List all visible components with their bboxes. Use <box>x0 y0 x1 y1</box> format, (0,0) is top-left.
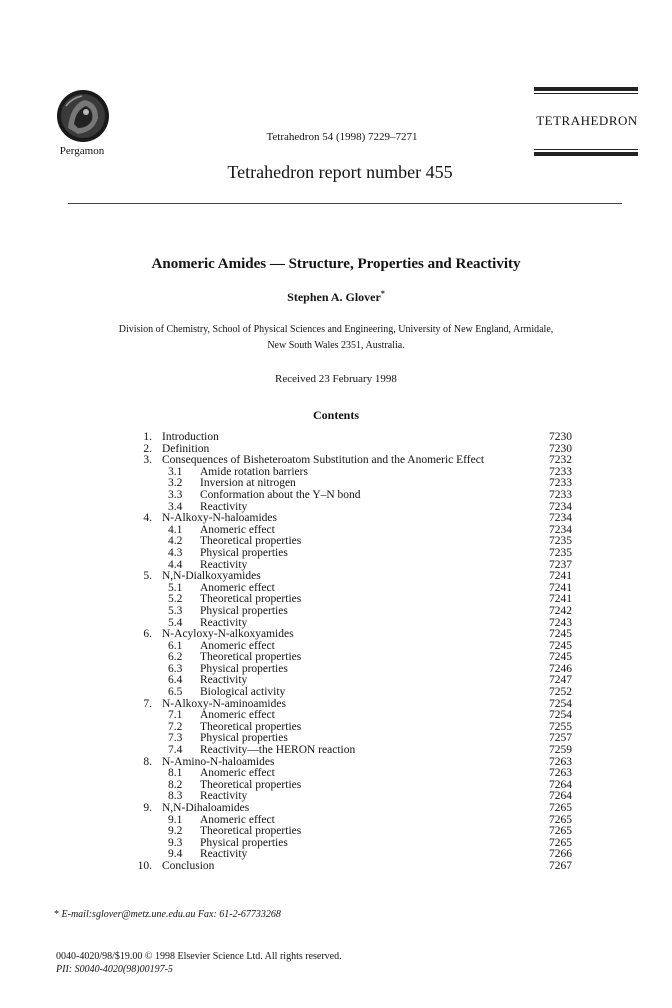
toc-entry-page: 7254 <box>549 709 572 722</box>
toc-entry-page: 7237 <box>549 558 572 571</box>
toc-entry-page: 7235 <box>549 546 572 559</box>
toc-entry <box>120 571 572 583</box>
toc-entry-number: 7.1 <box>168 709 183 722</box>
toc-entry-page: 7265 <box>549 836 572 849</box>
author-name: Stephen A. Glover <box>287 290 381 304</box>
toc-entry-number: 3. <box>143 454 152 467</box>
toc-entry-page: 7265 <box>549 825 572 838</box>
toc-entry <box>120 606 572 618</box>
toc-entry-title: Reactivity <box>200 848 248 861</box>
publisher-logo-icon <box>48 88 118 144</box>
toc-entry <box>120 548 572 560</box>
toc-entry <box>120 780 572 792</box>
toc-entry-title: Theoretical properties <box>200 651 302 664</box>
toc-entry-title: Amide rotation barriers <box>200 465 308 478</box>
table-of-contents <box>120 432 572 873</box>
toc-entry-number: 5.1 <box>168 581 183 594</box>
toc-entry <box>120 652 572 664</box>
toc-entry-title: Anomeric effect <box>200 639 275 652</box>
report-title: Tetrahedron report number 455 <box>227 162 453 182</box>
toc-entry-number: 7.3 <box>168 732 183 745</box>
toc-entry <box>120 525 572 537</box>
toc-entry-page: 7241 <box>549 581 572 594</box>
journal-reference: Tetrahedron 54 (1998) 7229–7271 <box>266 131 418 143</box>
toc-entry-number: 4. <box>143 512 152 525</box>
toc-entry-number: 3.1 <box>168 465 183 478</box>
toc-entry <box>120 745 572 757</box>
toc-entry-number: 4.1 <box>168 523 183 536</box>
contents-heading: Contents <box>312 408 359 422</box>
toc-entry-number: 9.1 <box>168 813 183 826</box>
toc-entry-page: 7230 <box>549 431 572 443</box>
toc-entry-title: Physical properties <box>200 836 288 849</box>
toc-entry-title: Reactivity <box>200 558 248 571</box>
toc-entry-title: Physical properties <box>200 732 288 745</box>
toc-entry <box>120 803 572 815</box>
toc-entry-title: N-Alkoxy-N-haloamides <box>162 512 277 525</box>
publisher-name: Pergamon <box>59 145 105 157</box>
toc-entry-page: 7265 <box>549 813 572 826</box>
toc-entry-number: 7. <box>143 697 152 710</box>
toc-entry-title: N-Acyloxy-N-alkoxyamides <box>162 628 294 641</box>
toc-entry-title: Reactivity <box>200 500 248 513</box>
received-date: Received 23 February 1998 <box>275 373 397 385</box>
footnote-text: E-mail:sglover@metz.une.edu.au Fax: 61-2-67733268 <box>61 909 281 920</box>
toc-entry <box>120 583 572 595</box>
toc-entry-number: 8.1 <box>168 767 183 780</box>
toc-entry-page: 7257 <box>549 732 572 745</box>
toc-entry-page: 7255 <box>549 720 572 733</box>
toc-entry-number: 9.4 <box>168 848 183 861</box>
toc-entry-title: Theoretical properties <box>200 535 302 548</box>
toc-entry-title: Conformation about the Y–N bond <box>200 488 361 501</box>
toc-entry <box>120 536 572 548</box>
toc-entry <box>120 432 572 444</box>
toc-entry-title: Theoretical properties <box>200 720 302 733</box>
toc-entry-page: 7247 <box>549 674 572 687</box>
toc-entry-page: 7234 <box>549 512 572 525</box>
toc-entry <box>120 629 572 641</box>
toc-entry <box>120 861 572 873</box>
toc-entry <box>120 455 572 467</box>
toc-entry-title: Physical properties <box>200 604 288 617</box>
toc-entry-page: 7264 <box>549 778 572 791</box>
pii-line: PII: S0040-4020(98)00197-5 <box>56 964 173 975</box>
toc-entry-number: 5.2 <box>168 593 183 606</box>
copyright-line: 0040-4020/98/$19.00 © 1998 Elsevier Science Ltd. All rights reserved. <box>56 951 342 962</box>
toc-entry-number: 5. <box>143 570 152 583</box>
journal-name: TETRAHEDRON <box>536 113 638 128</box>
toc-entry-number: 6.2 <box>168 651 183 664</box>
toc-entry <box>120 467 572 479</box>
article-title: Anomeric Amides — Structure, Properties and Reactivity <box>151 256 521 272</box>
toc-entry <box>120 838 572 850</box>
toc-entry-number: 7.4 <box>168 744 183 757</box>
header-rule <box>534 93 638 94</box>
toc-entry-title: Physical properties <box>200 662 288 675</box>
toc-entry-title: Definition <box>162 442 210 455</box>
toc-entry-title: Anomeric effect <box>200 709 275 722</box>
toc-entry-title: Reactivity <box>200 674 248 687</box>
toc-entry-page: 7233 <box>549 477 572 490</box>
toc-entry-page: 7265 <box>549 802 572 814</box>
toc-entry-title: Reactivity—the HERON reaction <box>200 744 356 757</box>
toc-entry <box>120 641 572 653</box>
toc-entry <box>120 815 572 827</box>
toc-entry-page: 7230 <box>549 442 572 455</box>
toc-entry-title: Reactivity <box>200 790 248 803</box>
toc-entry <box>120 675 572 687</box>
toc-entry <box>120 722 572 734</box>
toc-entry-page: 7232 <box>549 454 572 467</box>
toc-entry-title: Inversion at nitrogen <box>200 477 296 490</box>
toc-entry-title: Conclusion <box>162 859 215 872</box>
toc-entry-number: 7.2 <box>168 720 183 733</box>
toc-entry <box>120 699 572 711</box>
toc-entry-page: 7241 <box>549 593 572 606</box>
toc-entry <box>120 710 572 722</box>
toc-entry-title: Theoretical properties <box>200 593 302 606</box>
toc-entry-title: Reactivity <box>200 616 248 629</box>
toc-entry-number: 6.1 <box>168 639 183 652</box>
toc-entry-number: 5.4 <box>168 616 183 629</box>
author-footnote <box>54 909 454 920</box>
toc-entry-page: 7259 <box>549 744 572 757</box>
toc-entry-page: 7263 <box>549 767 572 780</box>
toc-entry-page: 7254 <box>549 697 572 710</box>
toc-entry-number: 4.2 <box>168 535 183 548</box>
affiliation <box>90 322 582 354</box>
author <box>200 289 472 305</box>
toc-entry-title: Theoretical properties <box>200 825 302 838</box>
toc-entry-title: N,N-Dihaloamides <box>162 802 250 814</box>
affiliation-line: Division of Chemistry, School of Physical Sciences and Engineering, University of New England, Armidale, <box>118 324 554 335</box>
affiliation-line: New South Wales 2351, Australia. <box>267 340 405 351</box>
toc-entry-number: 6. <box>143 628 152 641</box>
toc-entry-page: 7267 <box>549 859 572 872</box>
toc-entry <box>120 826 572 838</box>
toc-entry <box>120 768 572 780</box>
toc-entry-title: Anomeric effect <box>200 813 275 826</box>
footnote-mark: * <box>54 909 59 920</box>
toc-entry-title: N,N-Dialkoxyamides <box>162 570 261 583</box>
toc-entry-page: 7234 <box>549 500 572 513</box>
toc-entry-page: 7266 <box>549 848 572 861</box>
toc-entry-title: Introduction <box>162 431 219 443</box>
toc-entry-number: 6.5 <box>168 686 183 699</box>
toc-entry <box>120 594 572 606</box>
toc-entry-number: 2. <box>143 442 152 455</box>
toc-entry <box>120 757 572 769</box>
toc-entry-number: 6.4 <box>168 674 183 687</box>
toc-entry-page: 7246 <box>549 662 572 675</box>
toc-entry-page: 7245 <box>549 651 572 664</box>
toc-entry-page: 7245 <box>549 639 572 652</box>
toc-entry-number: 9. <box>143 802 152 814</box>
toc-entry-number: 5.3 <box>168 604 183 617</box>
toc-entry-number: 9.3 <box>168 836 183 849</box>
toc-entry-number: 9.2 <box>168 825 183 838</box>
toc-entry-title: Theoretical properties <box>200 778 302 791</box>
header-rule <box>534 152 638 156</box>
toc-entry-number: 8.2 <box>168 778 183 791</box>
toc-entry-page: 7242 <box>549 604 572 617</box>
toc-entry-number: 8.3 <box>168 790 183 803</box>
toc-entry-number: 3.4 <box>168 500 183 513</box>
toc-entry-title: Anomeric effect <box>200 767 275 780</box>
toc-entry-number: 8. <box>143 755 152 768</box>
toc-entry-page: 7233 <box>549 488 572 501</box>
toc-entry-number: 4.4 <box>168 558 183 571</box>
toc-entry-number: 4.3 <box>168 546 183 559</box>
toc-entry-title: Biological activity <box>200 686 286 699</box>
toc-entry-title: Physical properties <box>200 546 288 559</box>
toc-entry <box>120 490 572 502</box>
header-rule <box>534 149 638 150</box>
header-divider <box>68 203 622 204</box>
toc-entry-page: 7233 <box>549 465 572 478</box>
toc-entry-number: 1. <box>143 431 152 443</box>
toc-entry-title: Anomeric effect <box>200 523 275 536</box>
toc-entry <box>120 513 572 525</box>
toc-entry-page: 7252 <box>549 686 572 699</box>
header-rule <box>534 87 638 91</box>
toc-entry-page: 7234 <box>549 523 572 536</box>
toc-entry-title: Anomeric effect <box>200 581 275 594</box>
toc-entry-page: 7264 <box>549 790 572 803</box>
toc-entry-page: 7241 <box>549 570 572 583</box>
toc-entry-page: 7235 <box>549 535 572 548</box>
toc-entry-number: 3.2 <box>168 477 183 490</box>
toc-entry-title: N-Amino-N-haloamides <box>162 755 275 768</box>
author-mark: * <box>380 289 385 298</box>
toc-entry-page: 7245 <box>549 628 572 641</box>
toc-entry-title: Consequences of Bisheteroatom Substitution and the Anomeric Effect <box>162 454 485 467</box>
toc-entry <box>120 687 572 699</box>
toc-entry-number: 3.3 <box>168 488 183 501</box>
toc-entry-page: 7243 <box>549 616 572 629</box>
toc-entry-number: 6.3 <box>168 662 183 675</box>
toc-entry-number: 10. <box>137 859 152 872</box>
toc-entry-page: 7263 <box>549 755 572 768</box>
toc-entry-title: N-Alkoxy-N-aminoamides <box>162 697 286 710</box>
toc-entry <box>120 664 572 676</box>
